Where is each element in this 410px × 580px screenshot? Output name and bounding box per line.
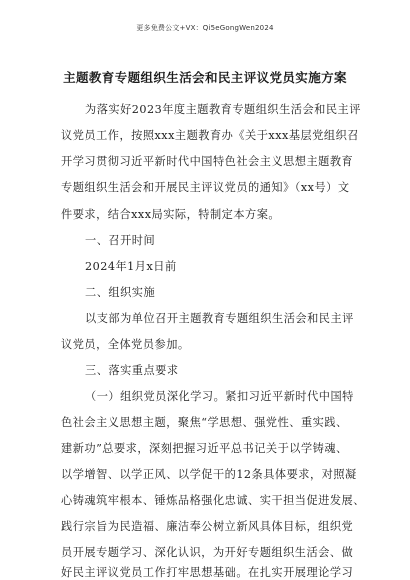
- paragraph-line: 议党员工作，按照xxx主题教育办《关于xxx基层党组织召: [61, 129, 359, 142]
- paragraph-line: 好民主评议党员工作打牢思想基础。在扎实开展理论学习: [61, 566, 354, 579]
- paragraph-line: 以学增智、以学正风、以学促干的12条具体要求，对照凝: [61, 468, 357, 481]
- paragraph-line: 以支部为单位召开主题教育专题组织生活会和民主评: [85, 312, 354, 325]
- paragraph-line: 心铸魂筑牢根本、锤炼品格强化忠诚、实干担当促进发展、: [61, 494, 365, 507]
- section-heading: 一、召开时间: [85, 234, 156, 247]
- paragraph-line: 专题组织生活会和开展民主评议党员的通知》（xx号）文: [61, 181, 350, 194]
- document-title: 主题教育专题组织生活会和民主评议党员实施方案: [63, 70, 347, 85]
- section-heading: 二、组织实施: [85, 286, 156, 299]
- header-note: 更多免费公文+VX：Qi5eGongWen2024: [136, 24, 274, 32]
- paragraph-line: 践行宗旨为民造福、廉洁奉公树立新风具体目标，组织党: [61, 520, 354, 533]
- paragraph-line: 件要求，结合xxx局实际，特制定本方案。: [61, 208, 281, 221]
- paragraph-line: 员开展专题学习、深化认识，为开好专题组织生活会、做: [61, 546, 354, 559]
- paragraph-line: 为落实好2023年度主题教育专题组织生活会和民主评: [85, 103, 361, 116]
- paragraph-line: （一）组织党员深化学习。紧扣习近平新时代中国特: [85, 390, 354, 403]
- section-heading: 三、落实重点要求: [85, 364, 179, 377]
- paragraph-line: 建新功”总要求，深刻把握习近平总书记关于以学铸魂、: [61, 442, 348, 455]
- paragraph-line: 议党员，全体党员参加。: [61, 338, 190, 351]
- paragraph-line: 2024年1月x日前: [85, 260, 177, 273]
- paragraph-line: 色社会主义思想主题，聚焦“学思想、强党性、重实践、: [61, 416, 348, 429]
- paragraph-line: 开学习贯彻习近平新时代中国特色社会主义思想主题教育: [61, 155, 354, 168]
